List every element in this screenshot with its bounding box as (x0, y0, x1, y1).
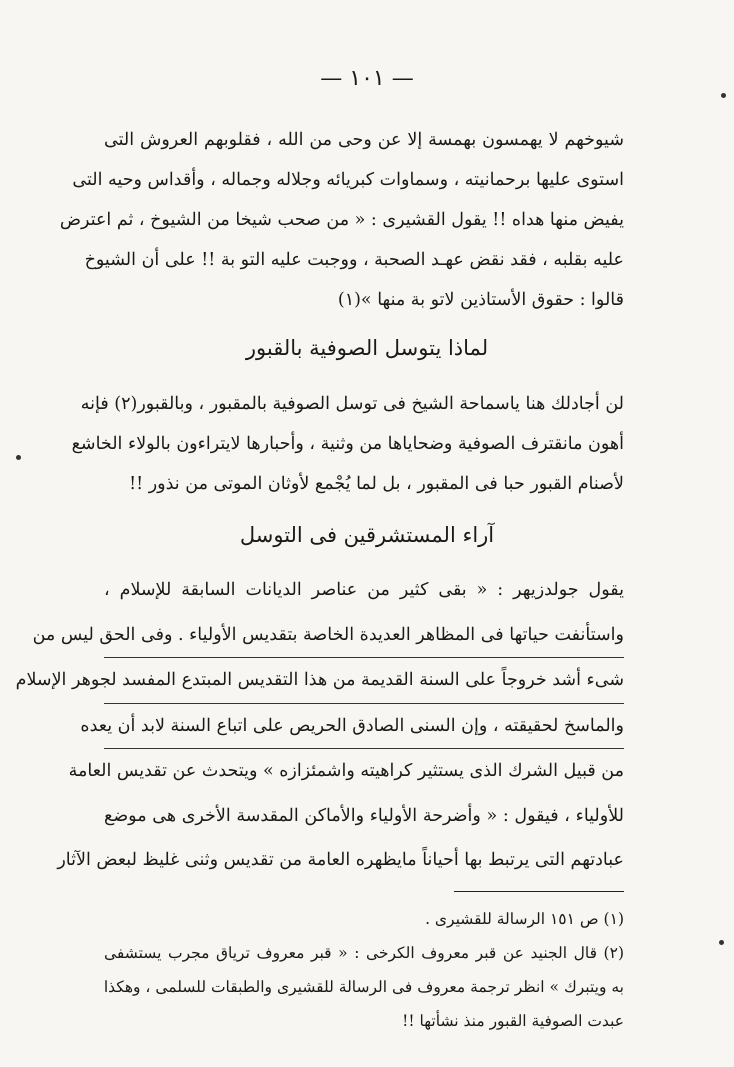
text-line: قالوا : حقوق الأستاذين لاتو بة منها »(١) (337, 290, 624, 310)
section-heading-orientalists: آراء المستشرقين فى التوسل (239, 523, 495, 547)
text-line-underlined: والماسخ لحقيقته ، وإن السنى الصادق الحريص على اتباع السنة لابد أن يعده (104, 704, 624, 750)
footnote-1: (١) ص ١٥١ الرسالة للقشيرى . (425, 910, 624, 928)
footnote-2-cont: به ويتبرك » انظر ترجمة معروف فى الرسالة للقشيرى والطبقات للسلمى ، وهكذا (103, 978, 624, 996)
text-line-underlined: شىء أشد خروجاً على السنة القديمة من هذا التقديس المبتدع المفسد لجوهر الإسلام (104, 658, 624, 704)
section-heading-why-tawassul: لماذا يتوسل الصوفية بالقبور (245, 336, 489, 360)
text-line-underlined: واستأنفت حياتها فى المظاهر العديدة الخاصة بتقديس الأولياء . وفى الحق ليس من (104, 613, 624, 659)
margin-dot (719, 940, 724, 945)
paragraph-2 (71, 384, 624, 504)
text-line: يقول جولدزيهر : « بقى كثير من عناصر الديانات السابقة للإسلام ، (104, 580, 624, 600)
text-line: عليه بقلبه ، فقد نقض عهـد الصحبة ، ووجبت عليه التو بة !! على أن الشيوخ (84, 250, 624, 270)
text-line: لأصنام القبور حبا فى المقبور ، بل لما يُجْمع لأوثان الموتى من نذور !! (129, 474, 624, 494)
paragraph-3 (15, 568, 624, 883)
margin-dot (16, 455, 21, 460)
footnote-2: (٢) قال الجنيد عن قبر معروف الكرخى : « قبر معروف ترياق مجرب يستشفى (104, 944, 624, 962)
page-number: — ١٠١ — (320, 66, 414, 91)
text-line: للأولياء ، فيقول : « وأضرحة الأولياء والأماكن المقدسة الأخرى هى موضع (104, 805, 624, 826)
text-line: أهون مانقترف الصوفية وضحاياها من وثنية ، وأحبارها لايتراءون بالولاء الخاشع (71, 434, 624, 454)
text-line: من قبيل الشرك الذى يستثير كراهيته واشمئزازه » ويتحدث عن تقديس العامة (68, 761, 624, 781)
footnotes (104, 902, 624, 1038)
paragraph-1 (59, 120, 624, 320)
text-line: عبادتهم التى يرتبط بها أحياناً مايظهره العامة من تقديس وثنى غليظ لبعض الآثار (57, 850, 624, 870)
text-line: استوى عليها برحمانيته ، وسماوات كبريائه وجلاله وجماله ، وأقداس وحيه التى (72, 170, 624, 190)
footnote-separator (454, 891, 624, 892)
text-line: يفيض منها هداه !! يقول القشيرى : « من صحب شيخا من الشيوخ ، ثم اعترض (59, 210, 624, 230)
text-line: لن أجادلك هنا ياسماحة الشيخ فى توسل الصوفية بالمقبور ، وبالقبور(٢) فإنه (80, 394, 624, 414)
footnote-2-end: عبدت الصوفية القبور منذ نشأتها !! (402, 1012, 624, 1030)
text-line: شيوخهم لا يهمسون بهمسة إلا عن وحى من الله ، فقلوبهم العروش التى (104, 130, 624, 150)
margin-dot (721, 93, 726, 98)
